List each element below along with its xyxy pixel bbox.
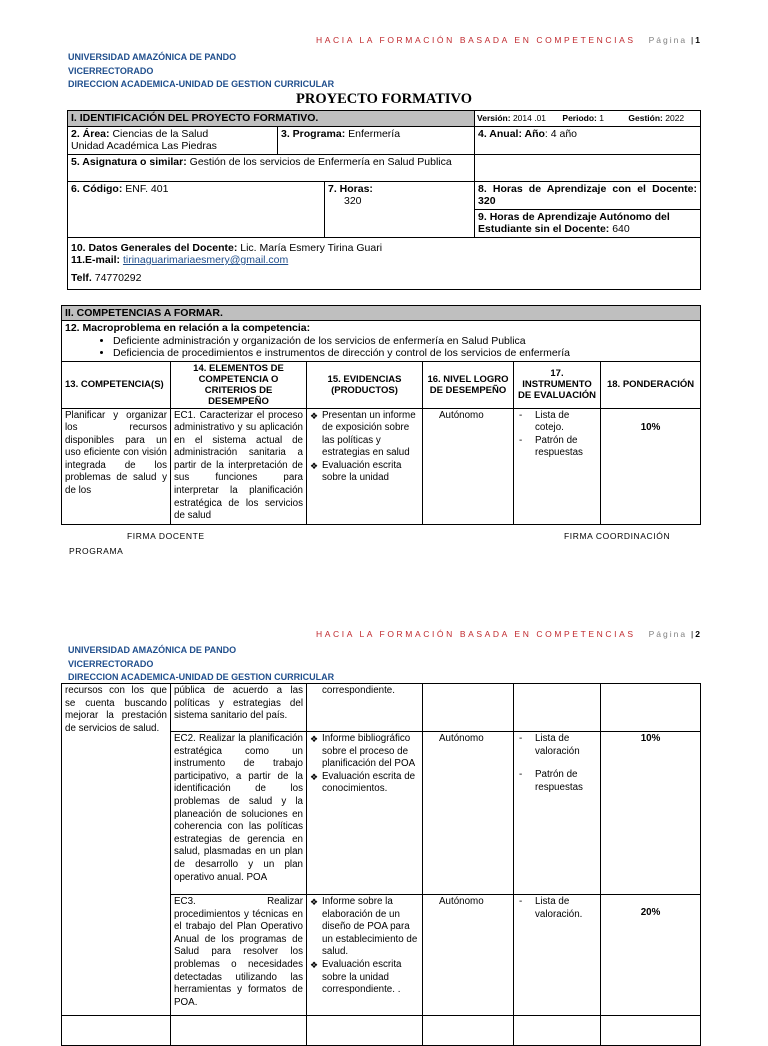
competencia-text: Planificar y organizar los recursos disponibles para un uso eficiente con visión integrada de los problemas de salud y de los <box>62 408 171 524</box>
gestion-value: 2022 <box>665 113 685 123</box>
empty-cell <box>307 1016 423 1046</box>
header-page-number: 1 <box>695 35 700 45</box>
col-header-nivel: 16. NIVEL LOGRO DE DESEMPEÑO <box>423 361 514 408</box>
horas-autonomo-label: 9. Horas de Aprendizaje Autónomo del Estudiante sin el Docente: <box>478 210 670 235</box>
empty-cell <box>423 1016 514 1046</box>
horas-cell <box>325 181 475 237</box>
empty-cell <box>514 1016 601 1046</box>
instrument-ec3 <box>514 895 601 1016</box>
institution-name: UNIVERSIDAD AMAZÓNICA DE PANDO <box>68 52 237 62</box>
institution-name: UNIVERSIDAD AMAZÓNICA DE PANDO <box>68 645 237 655</box>
identification-table <box>67 110 701 290</box>
anual-cell <box>475 126 701 154</box>
evidence-item: ❖ Informe bibliográfico sobre el proceso de planificación del POA <box>310 733 419 771</box>
ponderacion-ec3: 20% <box>601 895 701 1016</box>
header-title: HACIA LA FORMACIÓN BASADA EN COMPETENCIAS <box>315 35 636 45</box>
nivel-ec3: Autónomo <box>423 895 514 1016</box>
institution-block-1 <box>68 51 334 92</box>
asignatura-value: Gestión de los servicios de Enfermería en Salud Publica <box>189 155 452 168</box>
empty-cell <box>423 684 514 732</box>
gestion-label: Gestión: <box>628 113 663 123</box>
evidence-ec3 <box>307 895 423 1016</box>
ponderacion-ec1: 10% <box>601 408 701 524</box>
element-ec3: EC3. Realizar procedimientos y técnicas en el trabajo del Plan Operativo Anual de los programas de Salud para resolver los problemas o necesidades detectadas utilizando las herramientas y formatos de POA. <box>171 895 307 1016</box>
institution-direccion: DIRECCION ACADEMICA-UNIDAD DE GESTION CURRICULAR <box>68 79 335 89</box>
codigo-value: ENF. 401 <box>125 182 169 195</box>
horas-autonomo-value: 640 <box>612 223 630 235</box>
evidence-ec2 <box>307 732 423 895</box>
docente-value: Lic. María Esmery Tirina Guari <box>240 241 383 254</box>
periodo-value: 1 <box>599 113 604 123</box>
col-header-ponderacion: 18. PONDERACIÓN <box>601 361 701 408</box>
docente-cell <box>68 237 701 289</box>
nivel-ec2: Autónomo <box>423 732 514 895</box>
page-header-1: HACIA LA FORMACIÓN BASADA EN COMPETENCIAS Página | 1 <box>315 35 700 45</box>
col-header-elementos: 14. ELEMENTOS DE COMPETENCIA O CRITERIOS DE DESEMPEÑO <box>171 361 307 408</box>
asignatura-cell <box>68 154 475 181</box>
asignatura-label: 5. Asignatura o similar: <box>71 155 187 168</box>
horas-autonomo-cell <box>475 209 701 237</box>
instrument-item: - Lista de valoración <box>517 733 597 758</box>
col-header-competencia: 13. COMPETENCIA(S) <box>62 361 171 408</box>
instrument-ec2 <box>514 732 601 895</box>
evidence-item: ❖ Evaluación escrita sobre la unidad correspondiente. . <box>310 959 419 997</box>
instrument-item: - Lista de cotejo. <box>517 410 597 435</box>
evidence-item: ❖ Evaluación escrita de conocimientos. <box>310 771 419 796</box>
evidence-item: ❖ Informe sobre la elaboración de un diseño de POA para un establecimiento de salud. <box>310 896 419 959</box>
element-ec1-continued: pública de acuerdo a las políticas y estrategias del sistema sanitario del país. <box>171 684 307 732</box>
unidad-value: Unidad Académica Las Piedras <box>71 140 217 152</box>
page-header-2: HACIA LA FORMACIÓN BASADA EN COMPETENCIAS Página | 2 <box>315 629 700 639</box>
horas-label: 7. Horas: <box>328 182 373 195</box>
empty-cell <box>475 154 701 181</box>
empty-cell <box>601 684 701 732</box>
header-page-label: Página <box>648 35 688 45</box>
competencias-table <box>61 305 701 525</box>
evidence-ec1 <box>307 408 423 524</box>
email-link[interactable]: tirinaguarimariaesmery@gmail.com <box>122 254 289 266</box>
ponderacion-ec2: 10% <box>601 732 701 895</box>
evidence-item: ❖ Presentan un informe de exposición sobre las políticas y estrategias en salud <box>310 410 419 460</box>
programa-cell <box>278 126 475 154</box>
periodo-label: Periodo: <box>562 113 597 123</box>
empty-cell <box>514 684 601 732</box>
macroproblema-item: • Deficiencia de procedimientos e instrumentos de dirección y control de los servicios de enfermería <box>113 347 697 360</box>
horas-aprendizaje-label: 8. Horas de Aprendizaje con el Docente: <box>478 182 698 195</box>
section2-title: II. COMPETENCIAS A FORMAR. <box>62 306 701 321</box>
section1-title: I. IDENTIFICACIÓN DEL PROYECTO FORMATIVO. <box>68 111 475 127</box>
telf-value: 74770292 <box>94 271 142 284</box>
firma-coordinacion: FIRMA COORDINACIÓN <box>564 531 671 541</box>
version-cell <box>475 111 701 127</box>
programa-label: 3. Programa: <box>281 127 346 140</box>
area-value: Ciencias de la Salud <box>112 127 209 140</box>
competencia-text-continued: recursos con los que se cuenta buscando mejorar la prestación de servicios de salud. <box>62 684 171 1016</box>
codigo-cell <box>68 181 325 237</box>
empty-cell <box>601 1016 701 1046</box>
macroproblema-item: • Deficiente administración y organización de los servicios de enfermería en Salud Publica <box>113 335 697 348</box>
header-title: HACIA LA FORMACIÓN BASADA EN COMPETENCIAS <box>315 629 636 639</box>
header-page-number: 2 <box>695 629 700 639</box>
programa-value: Enfermería <box>348 127 401 140</box>
horas-value: 320 <box>344 195 362 207</box>
anual-label: 4. Anual: Año <box>478 127 545 140</box>
horas-aprendizaje-value: 320 <box>478 195 496 207</box>
horas-aprendizaje-cell <box>475 181 701 209</box>
document-title: PROYECTO FORMATIVO <box>296 91 472 107</box>
version-label: Versión: <box>477 113 511 123</box>
header-page-label: Página <box>648 629 688 639</box>
instrument-ec1 <box>514 408 601 524</box>
instrument-item: - Patrón de respuestas <box>517 435 597 460</box>
institution-direccion: DIRECCION ACADEMICA-UNIDAD DE GESTION CURRICULAR <box>68 672 335 682</box>
version-value: 2014 .01 <box>512 113 547 123</box>
firma-programa: PROGRAMA <box>69 546 124 556</box>
institution-vicerrectorado: VICERRECTORADO <box>68 65 154 76</box>
element-ec1: EC1. Caracterizar el proceso administrativo y su aplicación en el sistema actual de administración sanitaria a partir de la interpretación de sus funciones para interpretar la planificación estratégica de los servicios de salud <box>171 408 307 524</box>
macroproblema-label: 12. Macroproblema en relación a la competencia: <box>65 322 311 334</box>
nivel-ec1: Autónomo <box>423 408 514 524</box>
institution-vicerrectorado: VICERRECTORADO <box>68 658 154 669</box>
col-header-evidencias: 15. EVIDENCIAS (PRODUCTOS) <box>307 361 423 408</box>
evidence-ec1-continued: correspondiente. <box>307 684 423 732</box>
instrument-item: - Lista de valoración. <box>517 896 597 921</box>
evidence-item: ❖ Evaluación escrita sobre la unidad <box>310 460 419 485</box>
col-header-instrumento: 17. INSTRUMENTO DE EVALUACIÓN <box>514 361 601 408</box>
empty-cell <box>62 1016 171 1046</box>
institution-block-2 <box>68 644 334 685</box>
docente-label: 10. Datos Generales del Docente: <box>71 241 238 254</box>
empty-cell <box>171 1016 307 1046</box>
codigo-label: 6. Código: <box>71 182 123 195</box>
instrument-item: - Patrón de respuestas <box>517 769 597 794</box>
email-label: 11.E-mail: <box>71 254 121 266</box>
element-ec2: EC2. Realizar la planificación estratégica como un instrumento de trabajo participativo, a partir de la identificación de los problemas de salud y la planeación de soluciones en coherencia con las políticas estrategias de gerencia en salud, plasmadas en un plan de desarrollo y un plan operativo anual. POA <box>171 732 307 895</box>
macroproblema-cell <box>62 321 701 362</box>
firma-docente: FIRMA DOCENTE <box>127 531 205 541</box>
area-label: 2. Área: <box>71 127 110 140</box>
competencias-table-continued <box>61 683 701 1046</box>
area-cell <box>68 126 278 154</box>
anual-value: : 4 año <box>544 127 578 140</box>
telf-label: Telf. <box>71 271 92 284</box>
